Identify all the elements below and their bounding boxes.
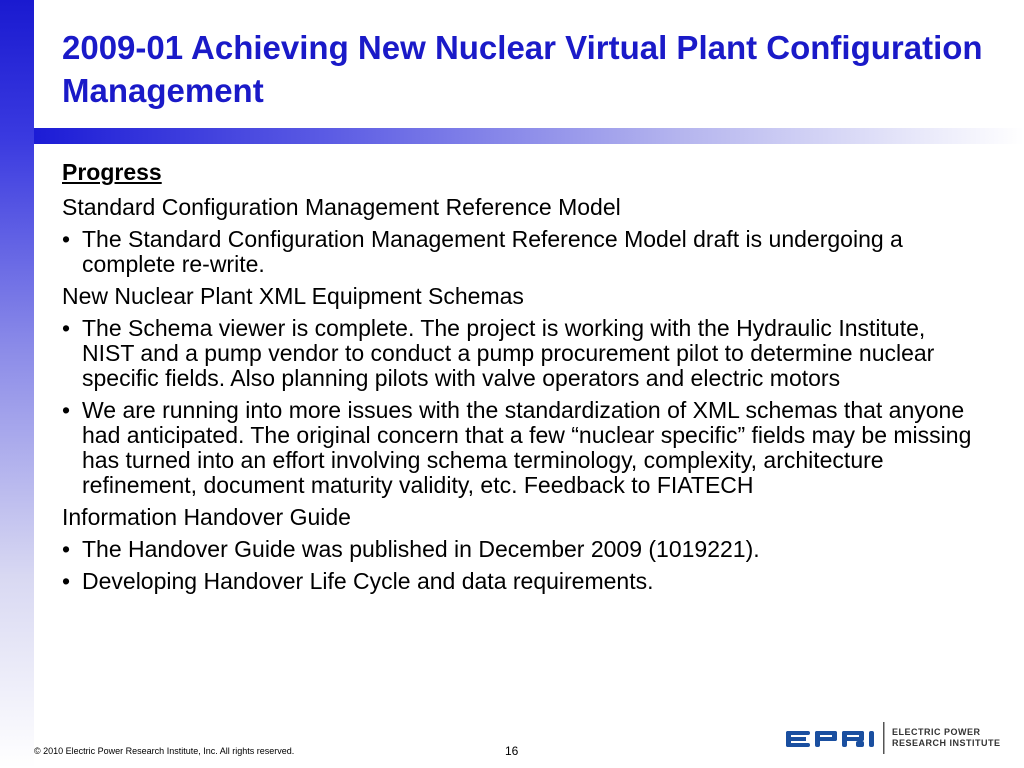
- bullet-item: [62, 316, 982, 391]
- slide-body: [62, 160, 982, 601]
- epri-wordmark-icon: [786, 731, 874, 747]
- bullet-dot-icon: •: [62, 397, 71, 423]
- slide-title: 2009-01 Achieving New Nuclear Virtual Plant Configuration Management: [62, 29, 983, 109]
- bullet-text: We are running into more issues with the standardization of XML schemas that anyone had anticipated. The original concern that a few “nuclear specific” fields may be missing has turned into an effort involving schema terminology, complexity, architecture refinement, document maturity validity, etc. Feedback to FIATECH: [82, 397, 972, 498]
- bullet-item: [62, 398, 982, 498]
- logo-text: [892, 727, 1001, 749]
- page-number: 16: [505, 744, 519, 758]
- title-divider: [34, 128, 1024, 144]
- bullet-dot-icon: •: [62, 536, 71, 562]
- section-subheading-xml-schemas: New Nuclear Plant XML Equipment Schemas: [62, 283, 524, 309]
- bullet-item: [62, 569, 982, 594]
- logo-divider: [883, 722, 885, 754]
- logo-line-1: ELECTRIC POWER: [892, 727, 981, 737]
- bullet-dot-icon: •: [62, 568, 71, 594]
- progress-heading: Progress: [62, 159, 162, 185]
- left-gradient-bar: [0, 0, 34, 768]
- bullet-dot-icon: •: [62, 315, 71, 341]
- footer-copyright: © 2010 Electric Power Research Institute, Inc. All rights reserved.: [34, 746, 295, 756]
- logo-line-2: RESEARCH INSTITUTE: [892, 738, 1001, 748]
- bullet-item: [62, 227, 982, 277]
- bullet-item: [62, 537, 982, 562]
- bullet-text: The Schema viewer is complete. The project is working with the Hydraulic Institute, NIST and a pump vendor to conduct a pump procurement pilot to determine nuclear specific fields. Also planning pilots with valve operators and electric motors: [82, 315, 935, 391]
- bullet-dot-icon: •: [62, 226, 71, 252]
- section-subheading-handover-guide: Information Handover Guide: [62, 504, 351, 530]
- bullet-text: The Standard Configuration Management Reference Model draft is undergoing a complete re-write.: [82, 226, 903, 277]
- bullet-text: The Handover Guide was published in December 2009 (1019221).: [82, 536, 760, 562]
- section-subheading-reference-model: Standard Configuration Management Reference Model: [62, 194, 621, 220]
- bullet-text: Developing Handover Life Cycle and data requirements.: [82, 568, 654, 594]
